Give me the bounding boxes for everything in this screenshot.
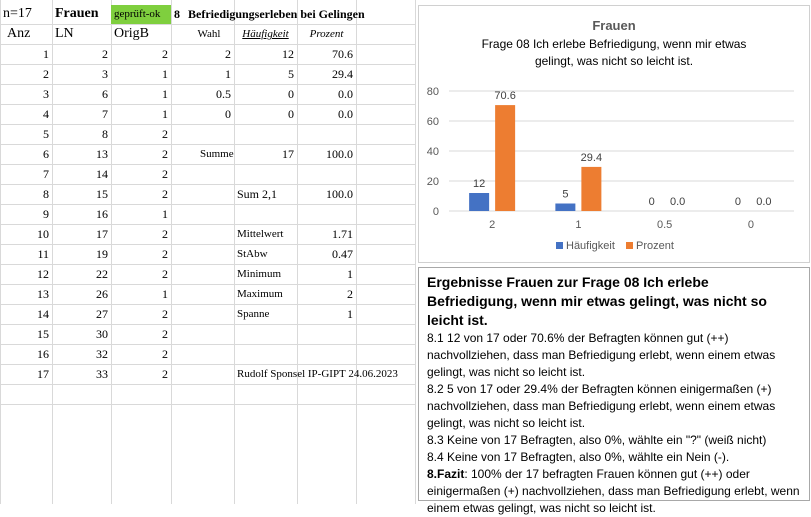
cell-origb[interactable]: 1 <box>162 287 168 301</box>
mittelwert-label[interactable]: Mittelwert <box>237 228 284 240</box>
cell-ln[interactable]: 32 <box>96 347 108 361</box>
data-label: 0.0 <box>669 196 686 208</box>
cell-origb[interactable]: 1 <box>162 107 168 121</box>
cell-origb[interactable]: 1 <box>162 207 168 221</box>
bar-häufigkeit-2 <box>469 193 489 211</box>
summe-label[interactable]: Summe <box>200 148 234 160</box>
grid-line-vertical <box>171 0 172 504</box>
bar-prozent-1 <box>581 167 601 211</box>
cell-anz[interactable]: 7 <box>43 167 49 181</box>
bar-häufigkeit-1 <box>555 204 575 212</box>
cell-anz[interactable]: 1 <box>43 47 49 61</box>
bar-prozent-2 <box>495 105 515 211</box>
freq-haeufigkeit[interactable]: 0 <box>288 87 294 101</box>
cell-anz[interactable]: 17 <box>37 367 49 381</box>
cell-ln[interactable]: 22 <box>96 267 108 281</box>
y-tick-label: 80 <box>426 86 439 98</box>
freq-prozent[interactable]: 0.0 <box>338 87 353 101</box>
cell-ln[interactable]: 19 <box>96 247 108 261</box>
cell-anz[interactable]: 8 <box>43 187 49 201</box>
cell-ln[interactable]: 16 <box>96 207 108 221</box>
data-label: 29.4 <box>580 151 603 164</box>
freq-haeufigkeit[interactable]: 12 <box>282 47 294 61</box>
cell-anz[interactable]: 2 <box>43 67 49 81</box>
col-header-haeufigkeit[interactable]: Häufigkeit <box>242 28 289 40</box>
cell-ln[interactable]: 27 <box>96 307 108 321</box>
cell-ln[interactable]: 8 <box>102 127 108 141</box>
cell-anz[interactable]: 11 <box>37 247 49 261</box>
grid-line-horizontal <box>0 404 415 405</box>
stabw-label[interactable]: StAbw <box>237 248 268 260</box>
x-axis-ticks <box>489 219 754 231</box>
results-item-8-3: 8.3 Keine von 17 Befragten, also 0%, wählte ein "?" (weiß nicht) <box>427 433 767 447</box>
cell-anz[interactable]: 9 <box>43 207 49 221</box>
y-axis-ticks <box>427 86 439 218</box>
cell-ln[interactable]: 33 <box>96 367 108 381</box>
minimum-value[interactable]: 1 <box>347 267 353 281</box>
freq-haeufigkeit[interactable]: 5 <box>288 67 294 81</box>
cell-origb[interactable]: 2 <box>162 367 168 381</box>
data-label: 0 <box>734 196 741 208</box>
freq-wahl[interactable]: 0 <box>225 107 231 121</box>
cell-origb[interactable]: 2 <box>162 247 168 261</box>
results-item-8-4: 8.4 Keine von 17 Befragten, also 0%, wählte ein Nein (-). <box>427 450 730 464</box>
cell-anz[interactable]: 10 <box>37 227 49 241</box>
results-item-8-1: 8.1 12 von 17 oder 70.6% der Befragten können gut (++) nachvollziehen, dass man Befriedigung erlebt, wenn einem etwas gelingt, was nicht so leicht ist. <box>427 331 776 379</box>
chart-legend <box>556 240 674 252</box>
cell-origb[interactable]: 2 <box>162 227 168 241</box>
fazit-text: : 100% der 17 befragten Frauen können gut (++) oder einigermaßen (+) nachvollziehen, dass man Befriedigung erlebt, wenn einem etwas gelingt, was nicht so leicht ist. <box>427 467 800 515</box>
question-number[interactable]: 8 <box>174 7 180 21</box>
legend-swatch <box>626 242 633 249</box>
maximum-value[interactable]: 2 <box>347 287 353 301</box>
data-label: 12 <box>473 178 486 190</box>
fazit-label: 8.Fazit <box>427 467 465 481</box>
cell-origb[interactable]: 2 <box>162 187 168 201</box>
data-label: 0.0 <box>756 196 772 208</box>
data-label: 70.6 <box>494 90 516 103</box>
cell-origb[interactable]: 2 <box>162 347 168 361</box>
cell-anz[interactable]: 12 <box>37 267 49 281</box>
grid-line-horizontal <box>0 384 415 385</box>
chart-subtitle-line-2: gelingt, was nicht so leicht ist. <box>534 54 694 68</box>
group-label[interactable]: Frauen <box>55 6 99 21</box>
results-fazit <box>427 466 801 517</box>
col-header-origb[interactable]: OrigB <box>114 26 149 41</box>
cell-ln[interactable]: 17 <box>96 227 108 241</box>
col-header-prozent[interactable]: Prozent <box>309 28 344 40</box>
cell-origb[interactable]: 1 <box>162 67 168 81</box>
cell-ln[interactable]: 3 <box>102 67 108 81</box>
minimum-label[interactable]: Minimum <box>237 268 282 280</box>
y-tick-label: 20 <box>426 176 439 188</box>
cell-anz[interactable]: 15 <box>37 327 49 341</box>
cell-anz[interactable]: 6 <box>43 147 49 161</box>
x-tick-label: 0.5 <box>656 219 673 231</box>
cell-ln[interactable]: 30 <box>96 327 108 341</box>
cell-ln[interactable]: 7 <box>102 107 108 121</box>
x-tick-label: 1 <box>575 219 582 231</box>
col-header-anz[interactable]: Anz <box>7 26 31 41</box>
y-tick-label: 0 <box>432 206 439 218</box>
sum21-prozent[interactable]: 100.0 <box>326 187 353 201</box>
freq-wahl[interactable]: 2 <box>225 47 231 61</box>
cell-ln[interactable]: 14 <box>96 167 108 181</box>
spanne-value[interactable]: 1 <box>347 307 353 321</box>
freq-prozent[interactable]: 70.6 <box>332 47 353 61</box>
cell-ln[interactable]: 2 <box>102 47 108 61</box>
freq-prozent[interactable]: 29.4 <box>332 67 353 81</box>
y-tick-label: 40 <box>426 146 439 158</box>
col-header-wahl[interactable]: Wahl <box>197 28 221 40</box>
y-tick-label: 60 <box>426 116 439 128</box>
summe-haeufigkeit[interactable]: 17 <box>282 147 294 161</box>
cell-anz[interactable]: 13 <box>37 287 49 301</box>
sum21-label[interactable]: Sum 2,1 <box>237 187 278 201</box>
summe-prozent[interactable]: 100.0 <box>326 147 353 161</box>
legend-label: Prozent <box>636 240 674 252</box>
cell-origb[interactable]: 2 <box>162 327 168 341</box>
cell-origb[interactable]: 2 <box>162 47 168 61</box>
freq-prozent[interactable]: 0.0 <box>338 107 353 121</box>
grid-line-vertical <box>415 0 416 504</box>
status-badge[interactable]: geprüft-ok <box>111 5 171 24</box>
cell-origb[interactable]: 2 <box>162 267 168 281</box>
chart-frame[interactable] <box>418 5 810 263</box>
chart-title: Frauen <box>592 18 636 33</box>
cell-ln[interactable]: 6 <box>102 87 108 101</box>
cell-origb[interactable]: 2 <box>162 167 168 181</box>
legend-label: Häufigkeit <box>566 240 615 252</box>
data-label: 5 <box>562 188 569 201</box>
freq-wahl[interactable]: 0.5 <box>216 87 231 101</box>
question-title[interactable]: Befriedigungserleben bei Gelingen <box>188 7 365 21</box>
author-note[interactable]: Rudolf Sponsel IP-GIPT 24.06.2023 <box>237 368 398 380</box>
cell-origb[interactable]: 2 <box>162 147 168 161</box>
cell-anz[interactable]: 5 <box>43 127 49 141</box>
cell-anz[interactable]: 16 <box>37 347 49 361</box>
results-title: Ergebnisse Frauen zur Frage 08 Ich erlebe Befriedigung, wenn mir etwas gelingt, was nicht so leicht ist. <box>427 274 767 328</box>
cell-anz[interactable]: 14 <box>37 307 49 321</box>
stabw-value[interactable]: 0.47 <box>332 247 353 261</box>
cell-origb[interactable]: 1 <box>162 87 168 101</box>
x-tick-label: 0 <box>747 219 754 231</box>
col-header-ln[interactable]: LN <box>55 26 74 41</box>
cell-origb[interactable]: 2 <box>162 127 168 141</box>
cell-ln[interactable]: 13 <box>96 147 108 161</box>
maximum-label[interactable]: Maximum <box>237 288 283 300</box>
cell-origb[interactable]: 2 <box>162 307 168 321</box>
cell-ln[interactable]: 15 <box>96 187 108 201</box>
x-tick-label: 2 <box>489 219 496 231</box>
mittelwert-value[interactable]: 1.71 <box>332 227 353 241</box>
data-label: 0 <box>648 196 655 208</box>
cell-ln[interactable]: 26 <box>96 287 108 301</box>
n-label[interactable]: n=17 <box>3 6 32 21</box>
freq-haeufigkeit[interactable]: 0 <box>288 107 294 121</box>
cell-anz[interactable]: 3 <box>43 87 49 101</box>
grid-line-vertical <box>356 0 357 504</box>
legend-swatch <box>556 242 563 249</box>
cell-anz[interactable]: 4 <box>43 107 49 121</box>
results-item-8-2: 8.2 5 von 17 oder 29.4% der Befragten können einigermaßen (+) nachvollziehen, dass man Befriedigung erlebt, wenn einem etwas gelingt, was nicht so leicht ist. <box>427 382 776 430</box>
freq-wahl[interactable]: 1 <box>225 67 231 81</box>
bar-chart <box>419 6 809 262</box>
chart-subtitle-line-1: Frage 08 Ich erlebe Befriedigung, wenn mir etwas <box>481 37 747 51</box>
results-textbox[interactable] <box>418 267 810 515</box>
spanne-label[interactable]: Spanne <box>237 308 270 320</box>
